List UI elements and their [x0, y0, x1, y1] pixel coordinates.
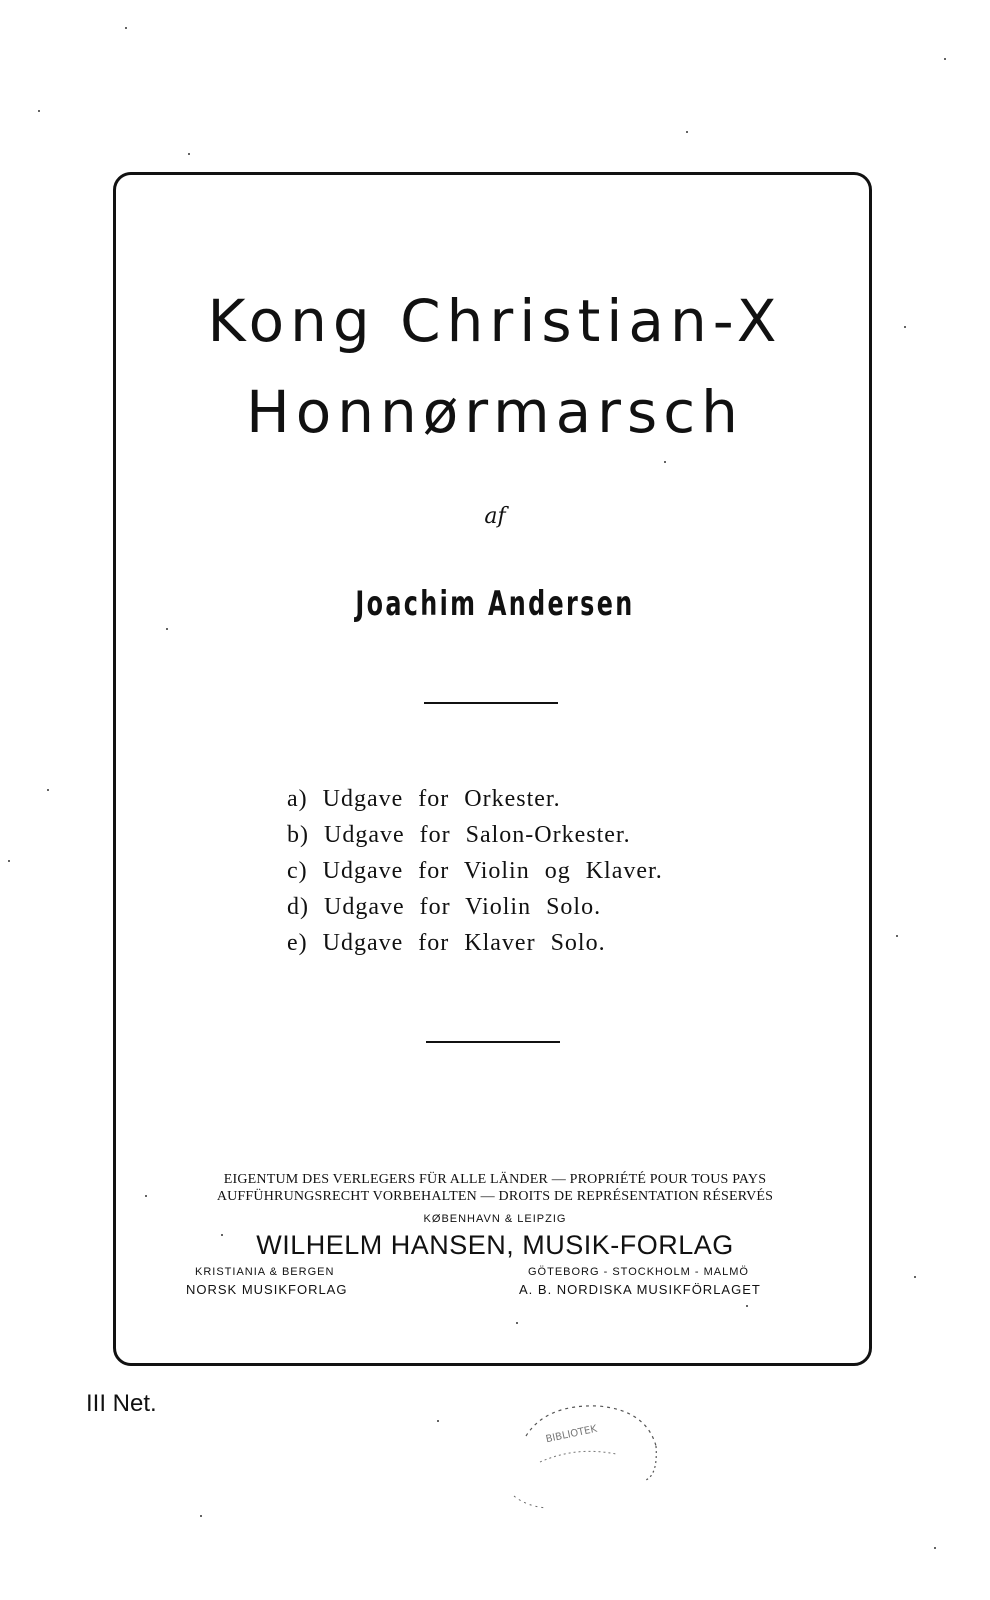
sweden-cities: GÖTEBORG - STOCKHOLM - MALMÖ	[528, 1266, 749, 1278]
divider-rule-bottom	[426, 1041, 560, 1043]
composer-name: Joachim Andersen	[355, 584, 635, 624]
divider-rule-top	[424, 702, 558, 704]
price-mark: III Net.	[86, 1390, 157, 1417]
library-stamp	[506, 1396, 666, 1516]
rights-notice-line-2: AUFFÜHRUNGSRECHT VORBEHALTEN — DROITS DE REPRÉSENTATION RÉSERVÉS	[216, 1189, 774, 1204]
edition-item: d) Udgave for Violin Solo.	[287, 894, 602, 920]
edition-item: a) Udgave for Orkester.	[287, 786, 561, 812]
title-line-2: Honnørmarsch	[246, 378, 744, 446]
edition-item: c) Udgave for Violin og Klaver.	[287, 858, 663, 884]
publisher-cities: KØBENHAVN & LEIPZIG	[423, 1213, 567, 1225]
norway-publisher: NORSK MUSIKFORLAG	[186, 1282, 348, 1297]
sweden-publisher: A. B. NORDISKA MUSIKFÖRLAGET	[519, 1282, 761, 1297]
by-label: af	[484, 504, 506, 529]
stamp-text: BIBLIOTEK	[544, 1423, 598, 1446]
title-line-1: Kong Christian-X	[207, 287, 783, 355]
norway-cities: KRISTIANIA & BERGEN	[195, 1266, 335, 1278]
editions-list	[287, 781, 663, 961]
rights-notice-line-1: EIGENTUM DES VERLEGERS FÜR ALLE LÄNDER — PROPRIÉTÉ POUR TOUS PAYS	[223, 1172, 767, 1187]
edition-item: e) Udgave for Klaver Solo.	[287, 930, 606, 956]
publisher-name: WILHELM HANSEN, MUSIK-FORLAG	[256, 1230, 734, 1260]
edition-item: b) Udgave for Salon-Orkester.	[287, 822, 631, 848]
